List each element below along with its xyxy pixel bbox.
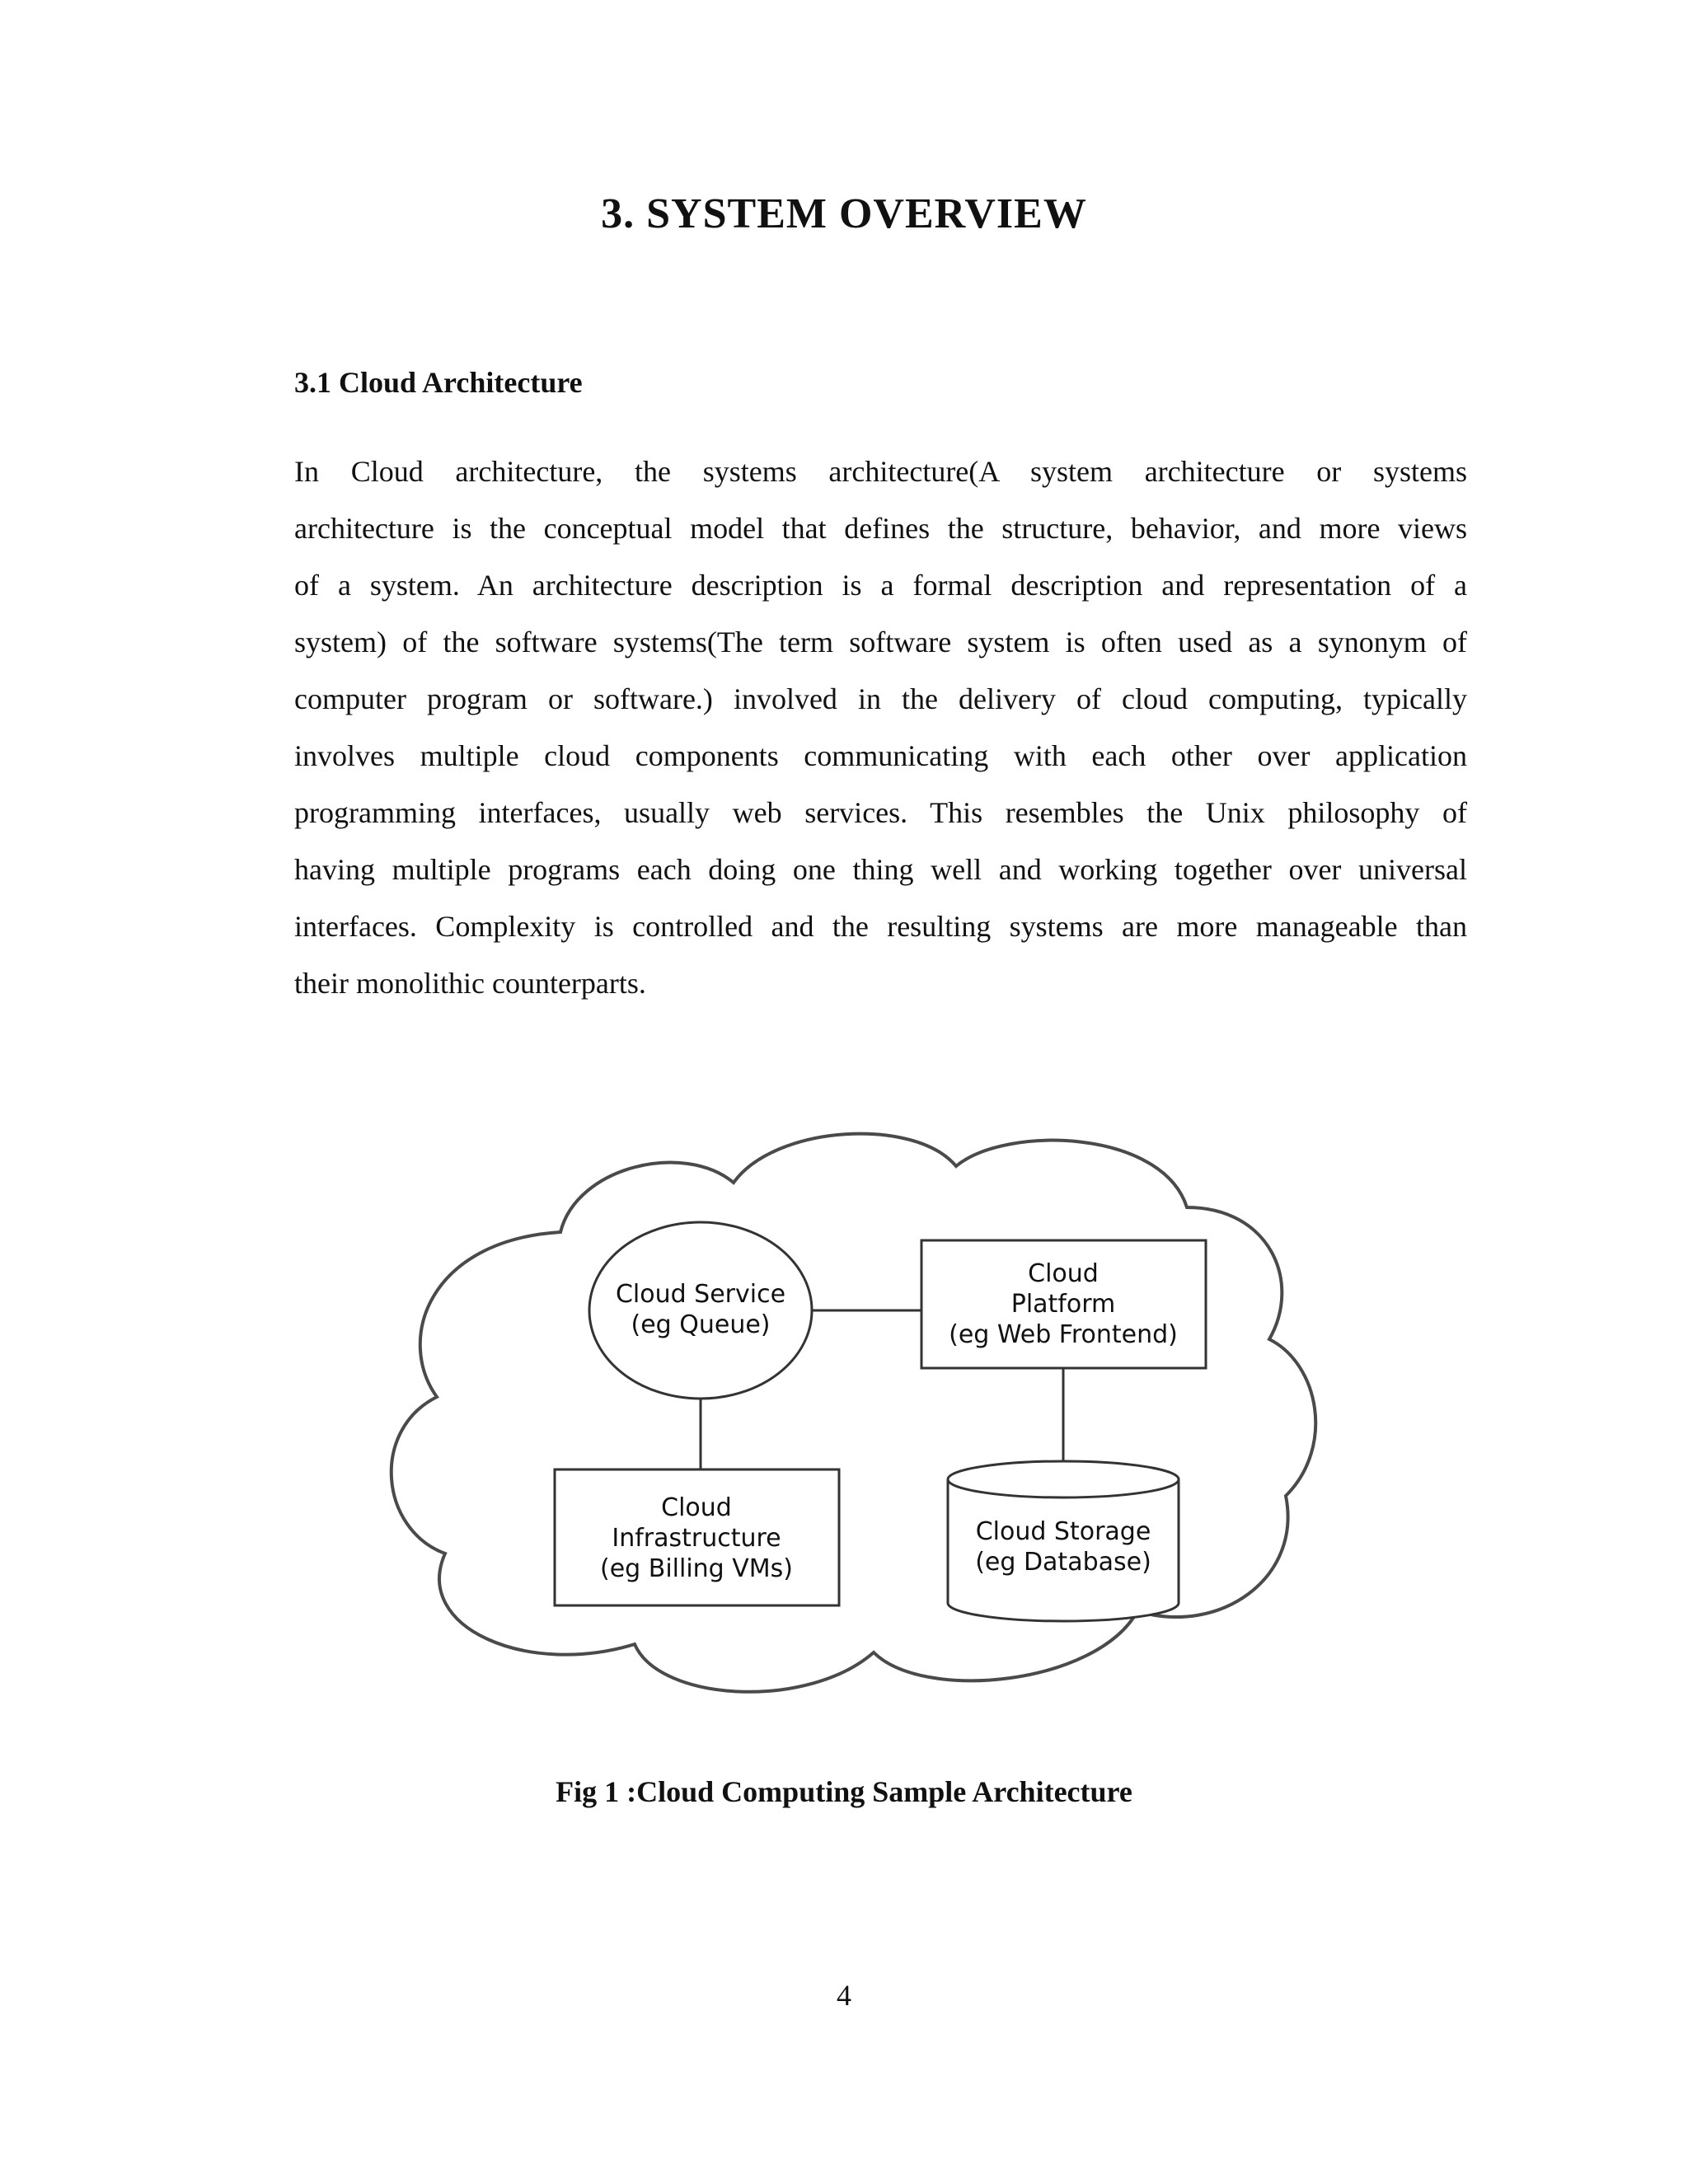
cloud-service-label: Cloud Service [615, 1280, 786, 1309]
body-line: computer program or software.) involved in the delivery of cloud computing, typically [294, 682, 1467, 715]
cloud-platform-node [921, 1240, 1206, 1368]
body-line: In Cloud architecture, the systems architecture(A system architecture or systems [294, 455, 1467, 488]
architecture-diagram-svg [379, 1117, 1401, 1714]
section-body [294, 451, 1467, 1019]
cloud-service-sublabel: (eg Queue) [631, 1310, 771, 1339]
body-line: of a system. An architecture description is a formal description and representation of a [294, 569, 1467, 602]
chapter-title: 3. SYSTEM OVERVIEW [601, 190, 1087, 237]
cloud-infrastructure-label: Cloud [661, 1493, 732, 1522]
page-number: 4 [837, 1979, 851, 2012]
cloud-platform-label-2: Platform [1010, 1290, 1116, 1319]
cloud-infrastructure-label-2: Infrastructure [612, 1524, 781, 1553]
body-line: system) of the software systems(The term software system is often used as a synonym of [294, 626, 1467, 658]
body-line: architecture is the conceptual model that defines the structure, behavior, and more views [294, 512, 1467, 545]
section-heading: 3.1 Cloud Architecture [294, 366, 583, 399]
cloud-storage-sublabel: (eg Database) [975, 1548, 1151, 1577]
body-line: their monolithic counterparts. [294, 967, 646, 1000]
figure-caption: Fig 1 :Cloud Computing Sample Architecture [556, 1775, 1132, 1808]
cloud-service-node [589, 1222, 812, 1399]
cloud-infrastructure-node [555, 1469, 839, 1605]
body-line: having multiple programs each doing one thing well and working together over universal [294, 853, 1467, 886]
cloud-platform-label: Cloud [1028, 1259, 1099, 1288]
cloud-platform-sublabel: (eg Web Frontend) [949, 1320, 1178, 1349]
cloud-infrastructure-sublabel: (eg Billing VMs) [600, 1554, 793, 1583]
cloud-storage-label: Cloud Storage [975, 1517, 1151, 1546]
body-line: interfaces. Complexity is controlled and the resulting systems are more manageable than [294, 910, 1467, 943]
cloud-storage-node [948, 1461, 1179, 1621]
cloud-outline [392, 1134, 1315, 1692]
architecture-diagram [379, 1117, 1401, 1714]
body-line: programming interfaces, usually web services. This resembles the Unix philosophy of [294, 796, 1467, 829]
body-line: involves multiple cloud components communicating with each other over application [294, 739, 1467, 772]
